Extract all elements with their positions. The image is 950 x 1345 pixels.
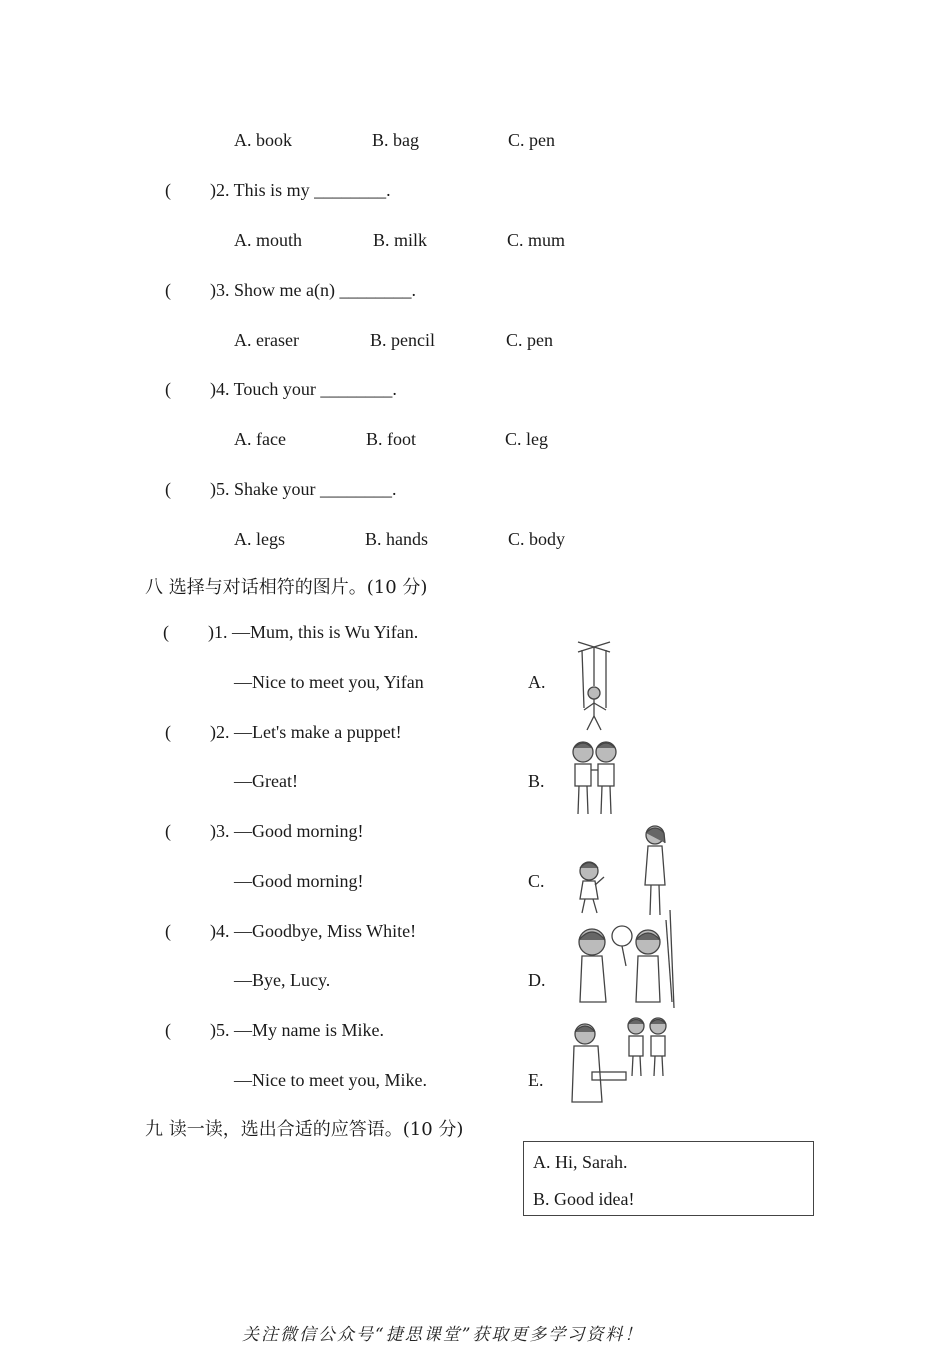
section-9-heading: 九 读一读，选出合适的应答语。(10 分) (145, 1119, 464, 1140)
answer-paren[interactable]: ( (165, 1020, 171, 1040)
option-c[interactable]: C. mum (507, 230, 566, 250)
picture-label-a: A. (528, 672, 546, 692)
picture-label-b: B. (528, 771, 545, 791)
option-b[interactable]: B. pencil (370, 330, 435, 350)
dialogue-line-2: —Nice to meet you, Mike. (234, 1070, 427, 1090)
option-a[interactable]: A. face (234, 429, 286, 449)
dialogue-line-2: —Bye, Lucy. (234, 970, 331, 990)
option-c[interactable]: C. pen (508, 130, 555, 150)
section-8-heading: 八 选择与对话相符的图片。(10 分) (145, 577, 428, 598)
answer-paren[interactable]: ( (165, 479, 171, 499)
answer-paren[interactable]: ( (163, 622, 169, 642)
answer-choice-a[interactable]: A. Hi, Sarah. (533, 1152, 628, 1172)
dialogue-line-1: )3. —Good morning! (210, 821, 364, 841)
picture-label-c: C. (528, 871, 545, 891)
option-c[interactable]: C. leg (505, 429, 548, 449)
question-stem: )2. This is my ________. (210, 180, 391, 200)
option-b[interactable]: B. hands (365, 529, 428, 549)
option-c[interactable]: C. pen (506, 330, 553, 350)
dialogue-line-1: )4. —Goodbye, Miss White! (210, 921, 417, 941)
puppet-icon (570, 638, 620, 733)
question-stem: )5. Shake your ________. (210, 479, 397, 499)
dialogue-line-2: —Good morning! (234, 871, 364, 891)
option-a[interactable]: A. eraser (234, 330, 299, 350)
footer-note: 关注微信公众号“捷思课堂”获取更多学习资料！ (242, 1325, 644, 1345)
picture-label-d: D. (528, 970, 546, 990)
answer-paren[interactable]: ( (165, 180, 171, 200)
option-b[interactable]: B. foot (366, 429, 417, 449)
option-a[interactable]: A. book (234, 130, 292, 150)
dialogue-line-1: )1. —Mum, this is Wu Yifan. (208, 622, 419, 642)
answer-paren[interactable]: ( (165, 921, 171, 941)
answer-paren[interactable]: ( (165, 722, 171, 742)
question-stem: )3. Show me a(n) ________. (210, 280, 416, 300)
option-b[interactable]: B. milk (373, 230, 428, 250)
two-boys-icon (568, 738, 623, 820)
answer-paren[interactable]: ( (165, 280, 171, 300)
option-c[interactable]: C. body (508, 529, 566, 549)
girl-and-boy-with-lollipop-icon (570, 910, 680, 1008)
girl-and-woman-icon (572, 823, 677, 918)
woman-and-two-boys-icon (568, 1012, 673, 1107)
option-a[interactable]: A. mouth (234, 230, 303, 250)
dialogue-line-1: )5. —My name is Mike. (210, 1020, 384, 1040)
dialogue-line-1: )2. —Let's make a puppet! (210, 722, 402, 742)
picture-label-e: E. (528, 1070, 544, 1090)
answer-paren[interactable]: ( (165, 821, 171, 841)
option-b[interactable]: B. bag (372, 130, 419, 150)
answer-choice-b[interactable]: B. Good idea! (533, 1189, 635, 1209)
question-stem: )4. Touch your ________. (210, 379, 397, 399)
answer-choices-box (523, 1141, 814, 1216)
dialogue-line-2: —Nice to meet you, Yifan (234, 672, 424, 692)
answer-paren[interactable]: ( (165, 379, 171, 399)
dialogue-line-2: —Great! (234, 771, 298, 791)
option-a[interactable]: A. legs (234, 529, 285, 549)
